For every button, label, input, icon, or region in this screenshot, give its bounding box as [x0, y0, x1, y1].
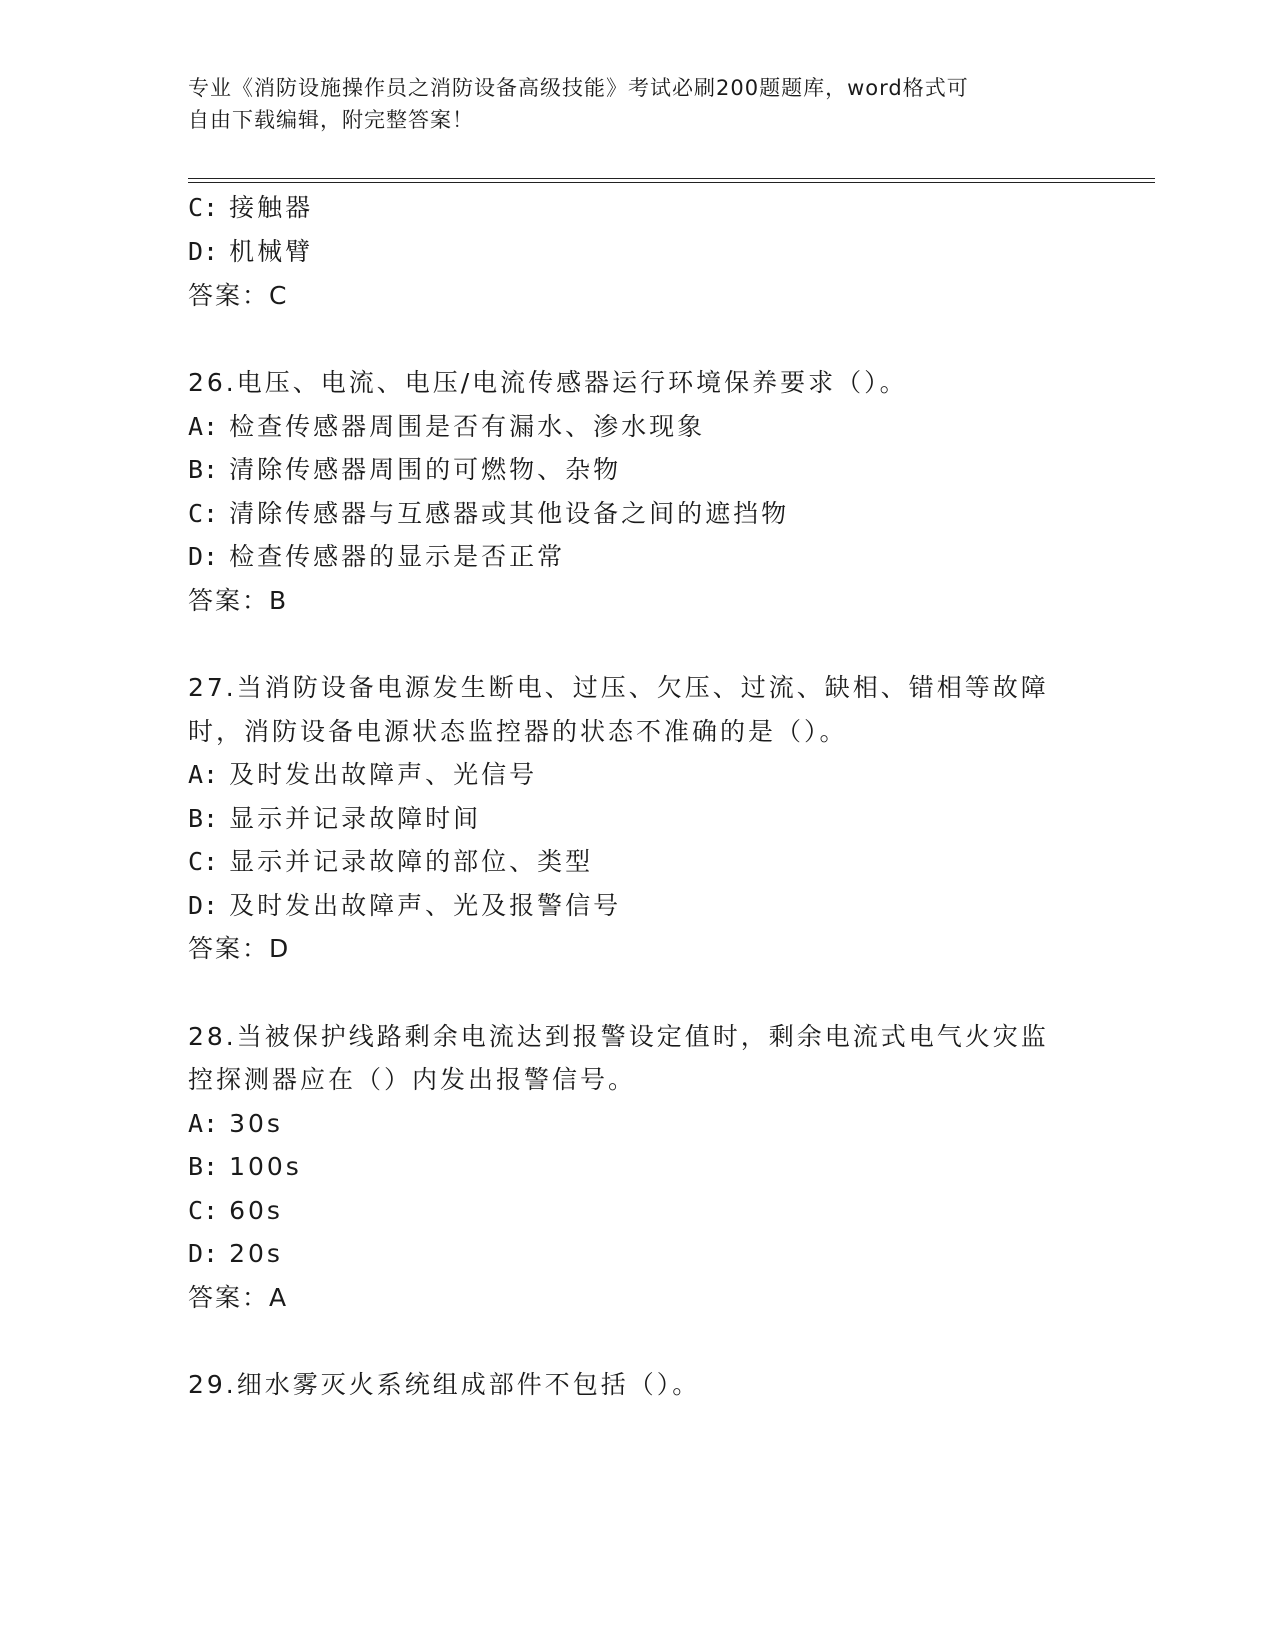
question-stem-28-line-1: 28.当被保护线路剩余电流达到报警设定值时，剩余电流式电气火灾监: [188, 1022, 1049, 1051]
question-stem-28-line-2: 控探测器应在（）内发出报警信号。: [188, 1065, 637, 1094]
question-stem-27-line-1: 27.当消防设备电源发生断电、过压、欠压、过流、缺相、错相等故障: [188, 673, 1049, 702]
document-header: [188, 72, 1068, 136]
q26-option-c: C: 清除传感器与互感器或其他设备之间的遮挡物: [188, 499, 790, 528]
q27-option-b: B: 显示并记录故障时间: [188, 804, 482, 833]
q28-option-d: D: 20s: [188, 1239, 283, 1268]
q28-answer: 答案：A: [188, 1283, 289, 1312]
q28-option-a: A: 30s: [188, 1109, 283, 1138]
q26-option-a: A: 检查传感器周围是否有漏水、渗水现象: [188, 412, 706, 441]
header-divider-top: [188, 178, 1155, 179]
q27-option-c: C: 显示并记录故障的部位、类型: [188, 847, 594, 876]
option-c: C: 接触器: [188, 193, 314, 222]
q26-option-b: B: 清除传感器周围的可燃物、杂物: [188, 455, 622, 484]
question-stem-27-line-2: 时，消防设备电源状态监控器的状态不准确的是（）。: [188, 717, 848, 746]
question-stem-29: 29.细水雾灭火系统组成部件不包括（）。: [188, 1370, 701, 1399]
q26-option-d: D: 检查传感器的显示是否正常: [188, 542, 566, 571]
q27-answer: 答案：D: [188, 934, 291, 963]
answer-line: 答案：C: [188, 281, 289, 310]
header-line-1: 专业《消防设施操作员之消防设备高级技能》考试必刷200题题库，word格式可: [188, 76, 969, 100]
q26-answer: 答案：B: [188, 586, 289, 615]
option-d: D: 机械臂: [188, 237, 314, 266]
q27-option-d: D: 及时发出故障声、光及报警信号: [188, 891, 622, 920]
q28-option-c: C: 60s: [188, 1196, 283, 1225]
q28-option-b: B: 100s: [188, 1152, 302, 1181]
question-stem-26: 26.电压、电流、电压/电流传感器运行环境保养要求（）。: [188, 368, 908, 397]
header-line-2: 自由下载编辑，附完整答案！: [188, 108, 474, 132]
header-divider-bottom: [188, 182, 1155, 183]
q27-option-a: A: 及时发出故障声、光信号: [188, 760, 538, 789]
